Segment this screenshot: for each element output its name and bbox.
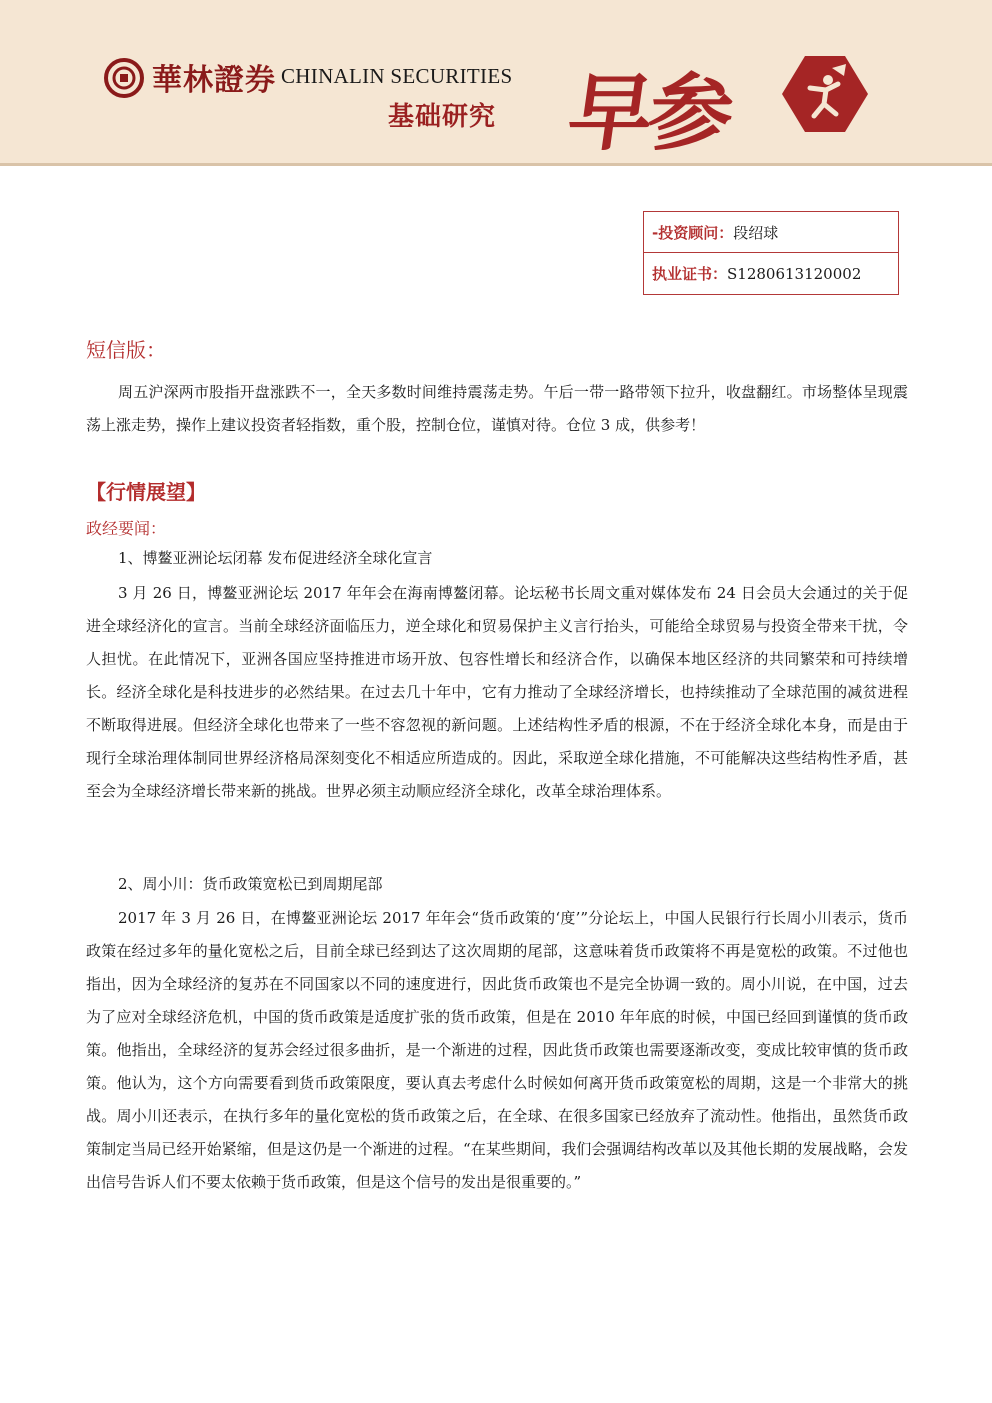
brand-name-english: CHINALIN SECURITIES [281, 64, 513, 88]
certificate-number: S1280613120002 [727, 265, 862, 283]
market-outlook-title: 【行情展望】 [86, 480, 206, 504]
certificate-label: 执业证书： [652, 265, 728, 283]
news-section-title: 政经要闻： [86, 519, 167, 538]
advisor-row [644, 212, 898, 253]
report-header [0, 0, 992, 166]
news-item-heading: 2、周小川：货币政策宽松已到周期尾部 [118, 875, 383, 893]
news-item-body: 2017 年 3 月 26 日，在博鳌亚洲论坛 2017 年年会“货币政策的‘度’”分论坛上，中国人民银行行长周小川表示，货币政策在经过多年的量化宽松之后，目前全球已经到达了这次周期的尾部，这意味着货币政策将不再是宽松的政策。不过他也指出，因为全球经济的复苏在不同国家以不同的速度进行，因此货币政策也不是完全协调一致的。周小川说，在中国，过去为了应对全球经济危机，中国的货币政策是适度扩张的货币政策，但是在 2010 年年底的时候，中国已经回到谨慎的货币政策。他指出，全球经济的复苏会经过很多曲折，是一个渐进的过程，因此货币政策也需要逐渐改变，变成比较审慎的货币政策。他认为，这个方向需要看到货币政策限度，要认真去考虑什么时候如何离开货币政策宽松的周期，这是一个非常大的挑战。周小川还表示，在执行多年的量化宽松的货币政策之后，在全球、在很多国家已经放弃了流动性。他指出，虽然货币政策制定当局已经开始紧缩，但是这仍是一个渐进的过程。“在某些期间，我们会强调结构改革以及其他长期的发展战略，会发出信号告诉人们不要太依赖于货币政策，但是这个信号的发出是很重要的。” [86, 909, 908, 1191]
chinalin-logo-icon [104, 58, 144, 98]
report-category: 基础研究 [388, 102, 497, 132]
brand-name-chinese: 華林證券 [152, 63, 276, 98]
runner-emblem-icon [780, 54, 870, 134]
certificate-row [644, 253, 898, 294]
news-item-body: 3 月 26 日，博鳌亚洲论坛 2017 年年会在海南博鳌闭幕。论坛秘书长周文重对媒体发布 24 日会员大会通过的关于促进全球经济化的宣言。当前全球经济面临压力，逆全球化和贸易保护主义言行抬头，可能给全球贸易与投资全带来干扰，令人担忧。在此情况下，亚洲各国应坚持推进市场开放、包容性增长和经济合作，以确保本地区经济的共同繁荣和可持续增长。经济全球化是科技进步的必然结果。在过去几十年中，它有力推动了全球经济增长，也持续推动了全球范围的减贫进程不断取得进展。但经济全球化也带来了一些不容忽视的新问题。上述结构性矛盾的根源，不在于经济全球化本身，而是由于现行全球治理体制同世界经济格局深刻变化不相适应所造成的。因此，采取逆全球化措施，不可能解决这些结构性矛盾，甚至会为全球经济增长带来新的挑战。世界必须主动顺应经济全球化，改革全球治理体系。 [86, 584, 908, 800]
advisor-name: 段绍球 [733, 224, 779, 242]
news-item-heading: 1、博鳌亚洲论坛闭幕 发布促进经济全球化宣言 [118, 549, 433, 567]
advisor-label: -投资顾问： [652, 224, 734, 242]
sms-section-title: 短信版： [86, 338, 166, 362]
report-title: 早参 [562, 63, 737, 162]
sms-summary-text: 周五沪深两市股指开盘涨跌不一，全天多数时间维持震荡走势。午后一带一路带领下拉升，收盘翻红。市场整体呈现震荡上涨走势，操作上建议投资者轻指数，重个股，控制仓位，谨慎对待。仓位 3 成，供参考！ [86, 383, 908, 434]
advisor-info-box [643, 211, 899, 295]
